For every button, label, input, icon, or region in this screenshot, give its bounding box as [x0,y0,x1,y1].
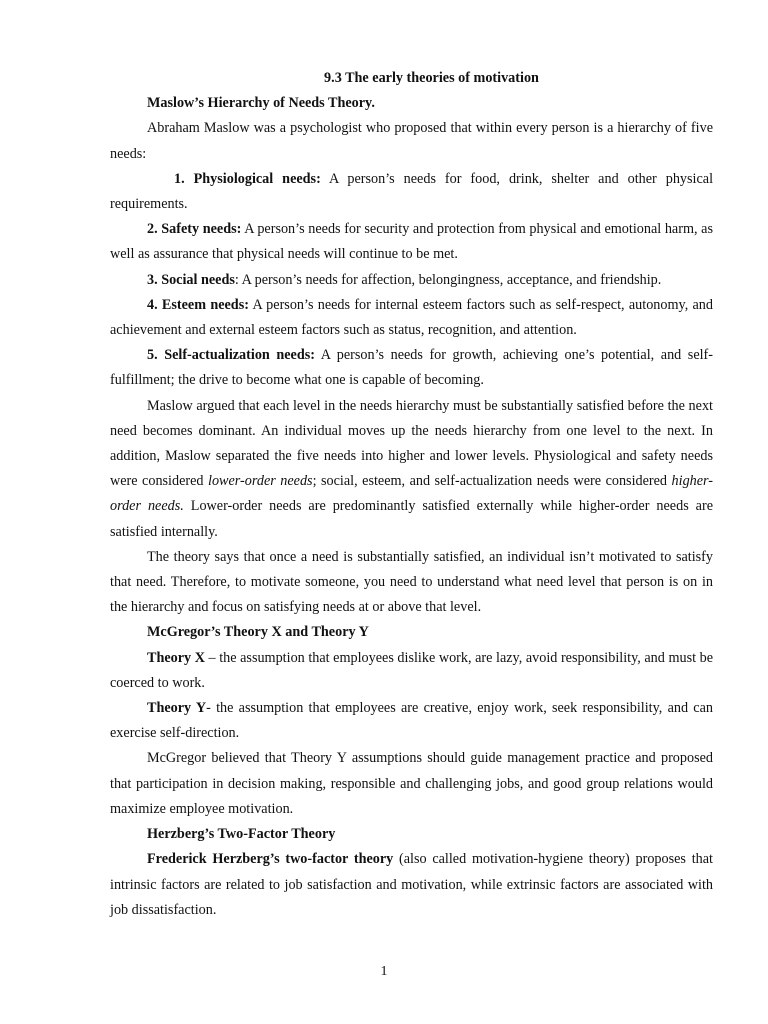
herzberg-heading: Herzberg’s Two-Factor Theory [147,826,336,843]
need-text: A person’s needs for security and protection from physical and emotional harm, as well as assurance that physical needs will continue to be met. [110,221,713,263]
theory-y-label: Theory Y [147,700,207,717]
paragraph-text: Lower-order needs are predominantly satisfied externally while higher-order needs are satisfied internally. [110,498,714,540]
herzberg-paragraph [110,847,713,923]
need-label: Esteem needs: [161,296,249,313]
need-label: Safety needs: [161,221,242,238]
paragraph-text: Maslow argued that each level in the needs hierarchy must be substantially satisfied before the next need becomes dominant. An individual moves up the needs hierarchy from one level to the next. In addition, Maslow separated the five needs into higher and lower levels. Physiological and safety needs were considered [110,397,713,490]
need-item-esteem [110,293,713,343]
herzberg-text: (also called motivation-hygiene theory) proposes that intrinsic factors are related to job satisfaction and motivation, while extrinsic factors are associated with job dissatisfaction. [110,851,713,918]
theory-x-label: Theory X [147,649,205,666]
document-body [110,66,713,923]
need-label: Physiological needs: [193,170,321,187]
need-item-physiological: 1. Physiological needs: A person’s needs for food, drink, shelter and other physical requirements. [110,170,714,213]
lower-order-term: lower-order needs [208,473,313,490]
page-number: 1 [380,964,388,979]
need-text: A person’s needs for internal esteem factors such as self-respect, autonomy, and achievement and external esteem factors such as status, recognition, and attention. [110,296,713,339]
need-text: A person’s needs for growth, achieving one’s potential, and self-fulfillment; the drive to become what one is capable of becoming. [110,347,714,389]
need-item-self-actualization [110,343,713,393]
theory-x-text: – the assumption that employees dislike work, are lazy, avoid responsibility, and must be coerced to work. [110,649,714,691]
mcgregor-belief-paragraph: McGregor believed that Theory Y assumptions should guide management practice and proposed that participation in decision making, responsible and challenging jobs, and good group relations would maximize employee motivation. [110,750,713,817]
need-text: : A person’s needs for affection, belongingness, acceptance, and friendship. [234,271,662,288]
need-number: 2. [147,221,158,238]
theory-y-text: - the assumption that employees are creative, enjoy work, seek responsibility, and can exercise self-direction. [110,700,713,742]
need-number: 4. [147,296,158,313]
need-item-social [110,268,713,293]
need-label: Self-actualization needs: [164,347,315,364]
herzberg-label: Frederick Herzberg’s two-factor theory [147,851,394,868]
maslow-argument-paragraph [110,394,713,545]
need-text: A person’s needs for food, drink, shelter and other physical requirements. [110,170,714,213]
paragraph-text: ; social, esteem, and self-actualization needs were considered [312,473,672,490]
need-number: 3. [147,271,158,288]
maslow-heading: Maslow’s Hierarchy of Needs Theory. [147,95,375,112]
need-label: Social needs [161,271,235,288]
section-title: 9.3 The early theories of motivation [324,70,539,86]
higher-order-term: higher-order needs. [110,473,714,515]
mcgregor-heading: McGregor’s Theory X and Theory Y [147,624,369,641]
need-item-safety [110,217,713,267]
maslow-intro: Abraham Maslow was a psychologist who proposed that within every person is a hierarchy of five needs: [110,120,713,162]
maslow-theory-paragraph: The theory says that once a need is substantially satisfied, an individual isn’t motivated to satisfy that need. Therefore, to motivate someone, you need to understand what need level that person is on in the hierarchy and focus on satisfying needs at or above that level. [110,548,713,616]
theory-y-paragraph [110,696,713,746]
need-number: 5. [147,347,158,364]
theory-x-paragraph [110,646,713,696]
need-number: 1 [174,170,182,187]
